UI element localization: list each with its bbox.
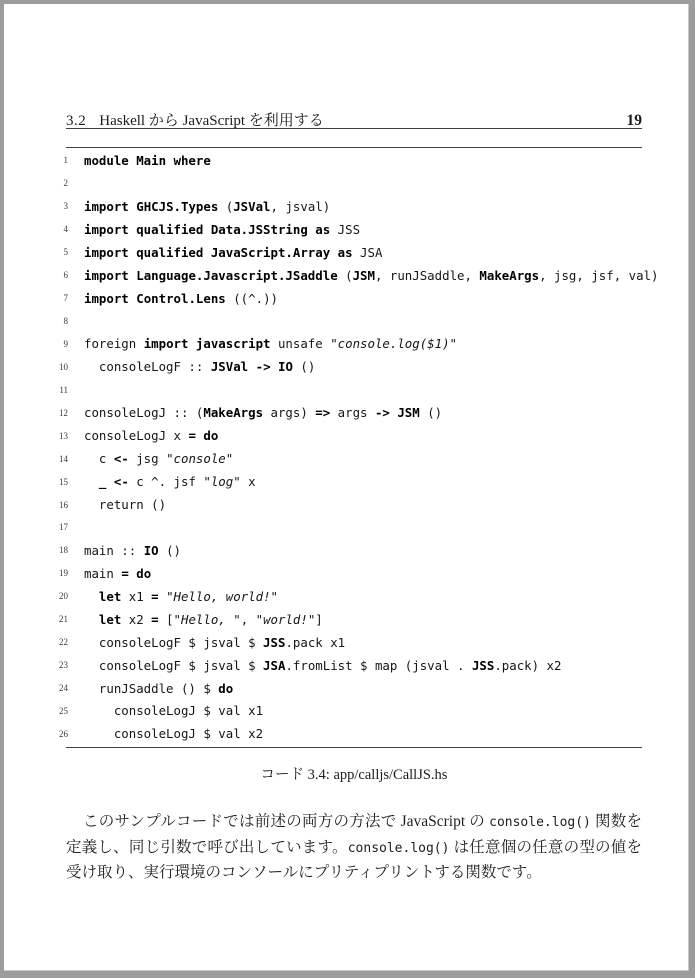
line-number: 11 — [59, 384, 68, 395]
line-number: 2 — [63, 178, 68, 189]
line-number: 10 — [59, 361, 68, 372]
code-line — [59, 355, 642, 378]
line-number: 24 — [59, 683, 68, 694]
line-number: 15 — [59, 476, 68, 487]
code-text: let x2 = ["Hello, ", "world!"] — [98, 611, 323, 627]
code-line — [59, 700, 642, 723]
code-text: let x1 = "Hello, world!" — [98, 588, 278, 604]
code-line — [62, 241, 642, 264]
code-line — [62, 264, 659, 287]
code-text: consoleLogF $ jsval $ JSS.pack x1 — [84, 634, 346, 650]
code-line — [59, 677, 642, 700]
section-title: Haskell から JavaScript を利用する — [99, 113, 324, 129]
code-text: foreign import javascript unsafe "console.log($1)" — [84, 336, 458, 352]
inline-code: console.log() — [347, 840, 450, 856]
code-text: runJSaddle () $ do — [84, 680, 234, 696]
line-number: 25 — [59, 705, 68, 716]
section-number: 3.2 — [66, 113, 87, 129]
code-line — [62, 310, 642, 333]
listing-top-rule — [66, 147, 642, 148]
code-text: import qualified Data.JSString as JSS — [84, 221, 361, 237]
line-number: 20 — [59, 591, 68, 602]
line-number: 8 — [63, 316, 68, 327]
line-number: 23 — [59, 660, 68, 671]
page-number: 19 — [626, 112, 642, 129]
code-listing — [59, 149, 659, 745]
code-text: main :: IO () — [84, 542, 181, 558]
code-line — [59, 654, 642, 677]
line-number: 6 — [63, 270, 68, 281]
code-text: _ <- c ^. jsf "log" x — [98, 474, 256, 490]
paragraph-text: このサンプルコードでは前述の両方の方法で JavaScript の — [83, 813, 490, 830]
code-line — [59, 470, 642, 493]
header-rule — [66, 128, 642, 129]
code-text: import qualified JavaScript.Array as JSA — [84, 244, 383, 260]
line-number: 3 — [63, 201, 68, 212]
line-number: 13 — [59, 430, 68, 441]
code-text: c <- jsg "console" — [84, 451, 234, 467]
inline-code: console.log() — [489, 815, 591, 830]
running-header — [66, 109, 642, 130]
code-text: main = do — [84, 565, 152, 581]
code-text: module Main where — [84, 152, 211, 168]
line-number: 16 — [59, 499, 68, 510]
line-number: 7 — [63, 293, 68, 304]
code-text: return () — [84, 497, 167, 513]
code-text: consoleLogJ $ val x1 — [84, 703, 264, 719]
listing-bottom-rule — [66, 747, 642, 748]
code-line — [59, 447, 642, 470]
code-line — [59, 493, 642, 516]
line-number: 18 — [59, 545, 68, 556]
listing-caption: コード 3.4: app/calljs/CallJS.hs — [260, 767, 448, 783]
scanned-page — [4, 4, 689, 971]
code-line — [59, 539, 642, 562]
code-text: consoleLogF :: JSVal -> IO () — [84, 359, 316, 375]
line-number: 21 — [59, 614, 68, 625]
line-number: 12 — [59, 407, 68, 418]
code-line — [59, 631, 642, 654]
line-number: 4 — [63, 224, 68, 235]
code-text: consoleLogF $ jsval $ JSA.fromList $ map (jsval . JSS.pack) x2 — [84, 657, 562, 673]
code-line — [59, 608, 642, 631]
line-number: 17 — [59, 522, 68, 533]
line-number: 19 — [59, 568, 68, 579]
code-line — [62, 287, 642, 310]
code-text: import Control.Lens ((^.)) — [84, 290, 278, 306]
code-line — [59, 378, 642, 401]
code-line — [59, 722, 642, 745]
code-text: consoleLogJ $ val x2 — [84, 726, 264, 742]
line-number: 5 — [63, 247, 68, 258]
code-text: import Language.Javascript.JSaddle (JSM, runJSaddle, MakeArgs, jsg, jsf, val) — [84, 267, 659, 283]
code-text: consoleLogJ x = do — [84, 428, 219, 444]
code-line — [59, 424, 642, 447]
code-line — [59, 585, 642, 608]
body-paragraph — [66, 810, 642, 886]
code-line — [62, 172, 642, 195]
line-number: 14 — [59, 453, 68, 464]
code-text: import GHCJS.Types (JSVal, jsval) — [84, 198, 331, 214]
paragraph-text: は任意個の任意の型の値を受け取り、実行環境のコンソールにプリティプリントする関数です。 — [66, 838, 642, 882]
paragraph-text: 関数を定義し、同じ引数で呼び出しています。 — [66, 813, 642, 856]
code-text: consoleLogJ :: (MakeArgs args) => args -> JSM () — [84, 405, 443, 421]
line-number: 9 — [63, 338, 68, 349]
code-line — [62, 149, 642, 172]
code-line — [62, 218, 642, 241]
code-line — [59, 562, 642, 585]
line-number: 1 — [63, 155, 68, 166]
code-line — [62, 333, 642, 356]
code-line — [59, 401, 642, 424]
line-number: 22 — [59, 637, 68, 648]
line-number: 26 — [59, 728, 68, 739]
code-line — [62, 195, 642, 218]
code-line — [59, 516, 642, 539]
